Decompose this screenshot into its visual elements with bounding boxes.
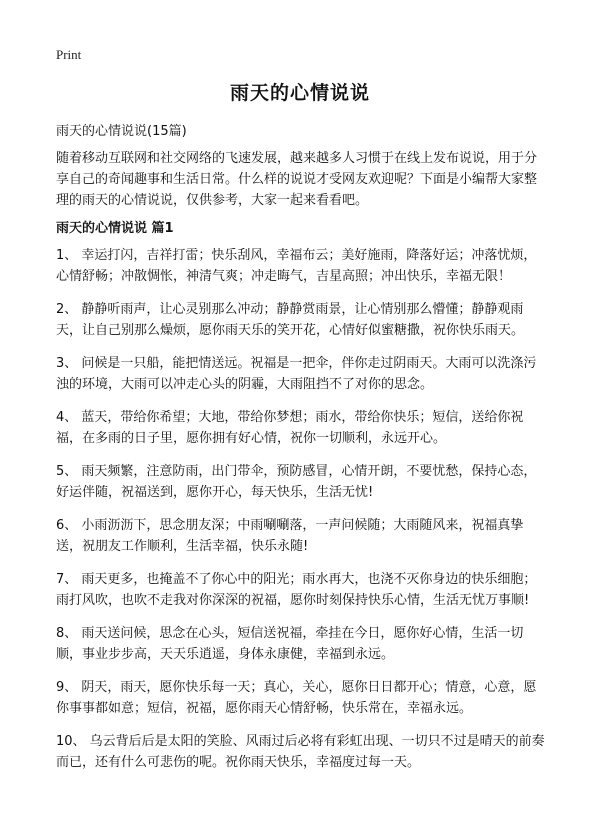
print-link[interactable]: Print	[56, 47, 82, 62]
list-item-1: 1、 幸运打闪，吉祥打雷；快乐刮风，幸福布云；美好施雨，降落好运；冲落忧烦，心情舒畅；冲散惆怅，神清气爽；冲走晦气，吉星高照；冲出快乐，幸福无限！	[56, 248, 537, 284]
intro-paragraph: 随着移动互联网和社交网络的飞速发展，越来越多人习惯于在线上发布说说，用于分享自己的奇闻趣事和生活日常。什么样的说说才受网友欢迎呢？下面是小编帮大家整理的雨天的心情说说，仅供参考，大家一起来看看吧。	[56, 151, 538, 208]
list-item-3: 3、 问候是一只船，能把情送远。祝福是一把伞，伴你走过阴雨天。大雨可以洗涤污浊的环境，大雨可以冲走心头的阴霾，大雨阻挡不了对你的思念。	[56, 356, 537, 392]
section-heading: 雨天的心情说说 篇1	[56, 221, 174, 236]
list-item-4: 4、 蓝天，带给你希望；大地，带给你梦想；雨水，带给你快乐；短信，送给你祝福，在多雨的日子里，愿你拥有好心情，祝你一切顺利，永远开心。	[56, 410, 524, 446]
document-subtitle: 雨天的心情说说(15篇)	[56, 124, 187, 139]
item-list	[56, 245, 548, 785]
list-item-8: 8、 雨天送问候，思念在心头，短信送祝福，牵挂在今日，愿你好心情，生活一切顺，事业步步高，天天乐逍遥，身体永康健，幸福到永远。	[56, 626, 524, 662]
list-item-5: 5、 雨天频繁，注意防雨，出门带伞，预防感冒，心情开朗，不要忧愁，保持心态，好运伴随，祝福送到，愿你开心，每天快乐，生活无忧!	[56, 464, 537, 500]
list-item-7: 7、 雨天更多，也掩盖不了你心中的阳光；雨水再大，也浇不灭你身边的快乐细胞；雨打风吹，也吹不走我对你深深的祝福，愿你时刻保持快乐心情，生活无忧万事顺!	[56, 572, 537, 608]
page-title: 雨天的心情说说	[229, 82, 370, 104]
list-item-10: 10、 乌云背后后是太阳的笑脸、风雨过后必将有彩虹出现、一切只不过是晴天的前奏而已，还有什么可悲伤的呢。祝你雨天快乐，幸福度过每一天。	[56, 734, 545, 770]
list-item-2: 2、 静静听雨声，让心灵别那么冲动；静静赏雨景，让心情别那么懵懂；静静观雨天，让自己别那么燥烦，愿你雨天乐的笑开花，心情好似蜜糖撒，祝你快乐雨天。	[56, 302, 525, 338]
list-item-6: 6、 小雨沥沥下，思念朋友深；中雨唰唰落，一声问候随；大雨随风来，祝福真挚送，祝朋友工作顺利，生活幸福，快乐永随!	[56, 518, 524, 554]
list-item-9: 9、 阴天，雨天，愿你快乐每一天；真心，关心，愿你日日都开心；情意，心意，愿你事事都如意；短信，祝福，愿你雨天心情舒畅，快乐常在，幸福永远。	[56, 680, 537, 716]
